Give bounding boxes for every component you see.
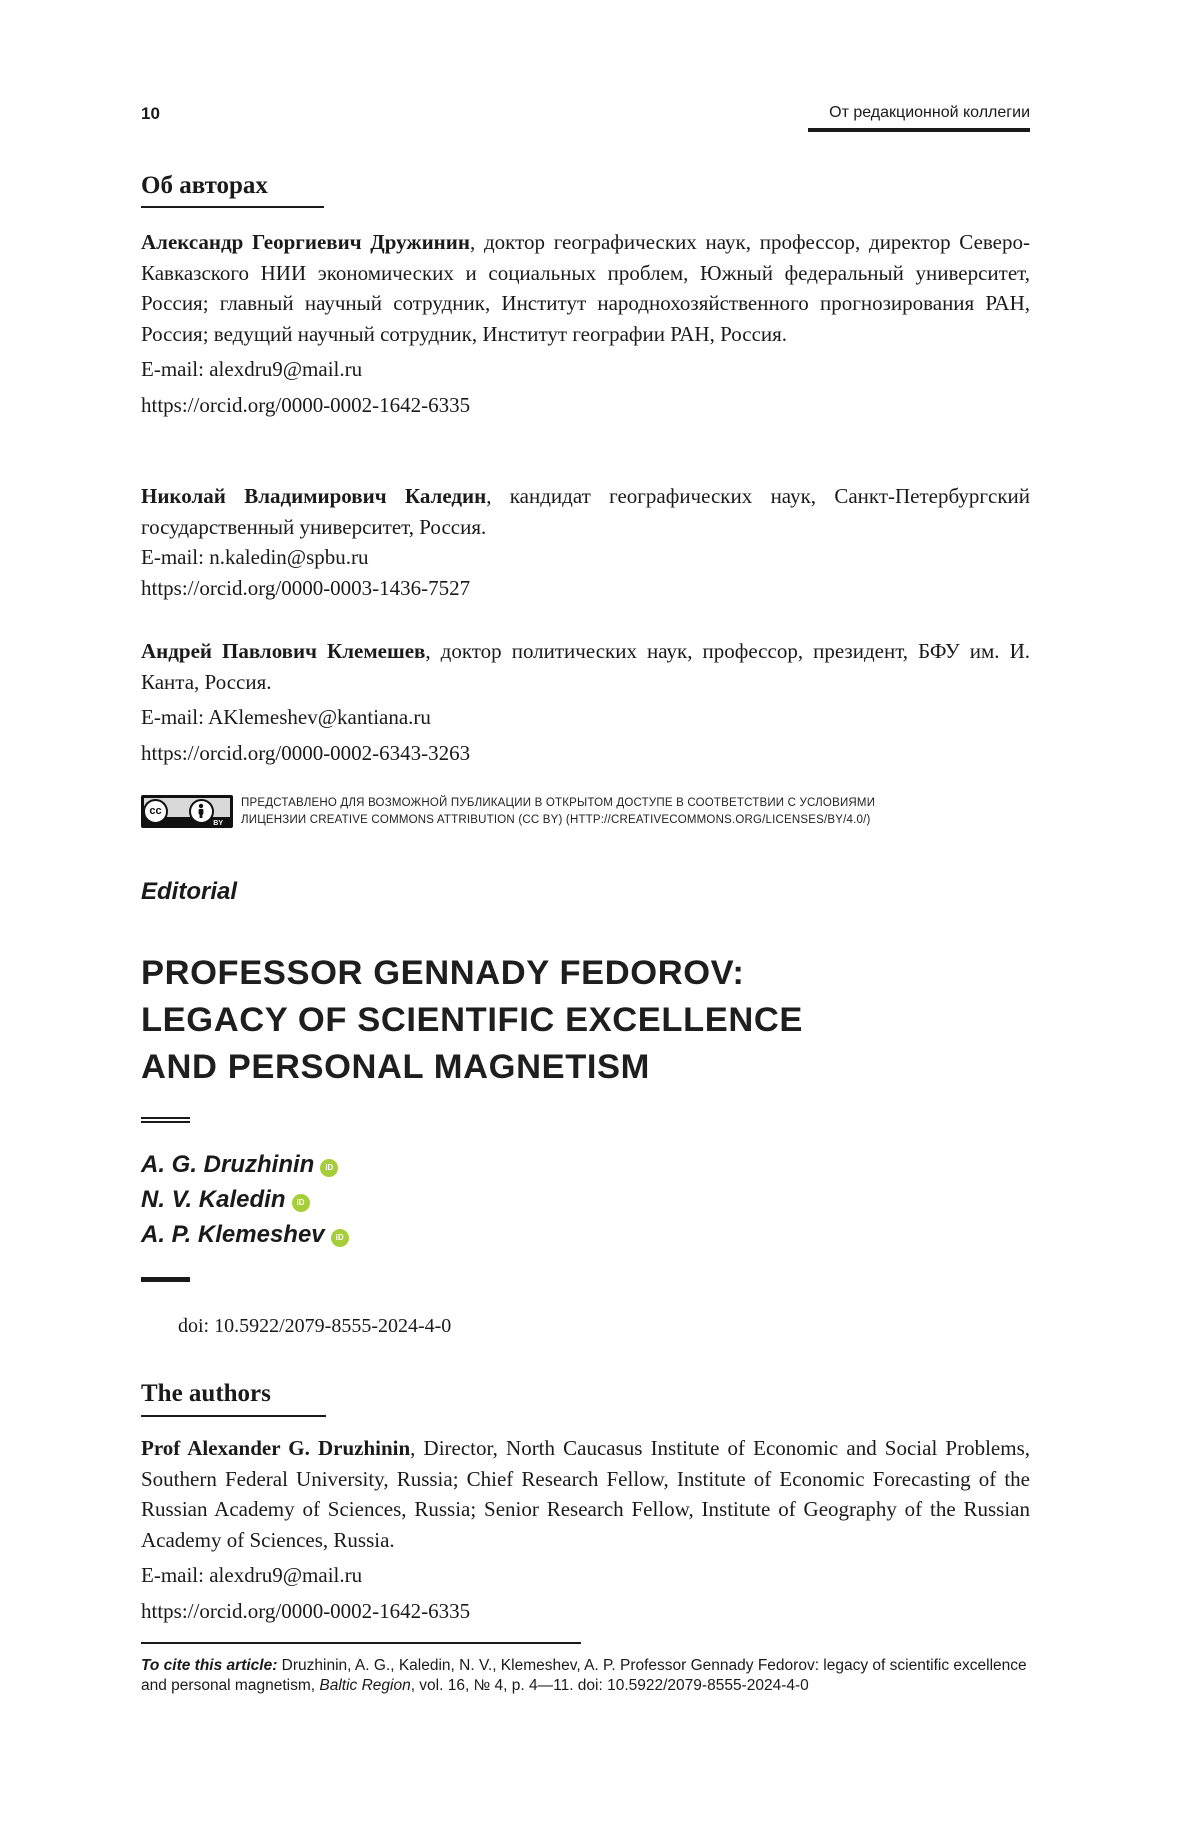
author-email: E-mail: AKlemeshev@kantiana.ru (141, 705, 431, 729)
author-email: E-mail: n.kaledin@spbu.ru (141, 545, 369, 569)
authors-divider (141, 1277, 190, 1282)
page-header (141, 104, 1030, 132)
author-affiliation: , Director, North Caucasus Institute of Economic and Social Problems, Southern Federal University, Russia; Chief Research Fellow, Institute of Economic Forecasting of the Russian Academy of Sciences, Russia; Senior Research Fellow, Institute of Geography of the Russian Academy of Sciences, Russia. (141, 1436, 1030, 1552)
orcid-icon[interactable]: iD (320, 1159, 338, 1177)
article-section-label: Editorial (141, 878, 238, 905)
citation-text: Druzhinin, A. G., Kaledin, N. V., Klemeshev, A. P. Professor Gennady Fedorov: legacy of scientific excellence and personal magnetism, (141, 1657, 1027, 1694)
citation-details: , vol. 16, № 4, p. 4—11. doi: 10.5922/2079-8555-2024-4-0 (410, 1677, 809, 1694)
author-affiliation: , кандидат географических наук, Санкт-Петербургский государственный университет, Россия. (141, 484, 1031, 539)
author-name: Prof Alexander G. Druzhinin (141, 1436, 411, 1460)
author-orcid: https://orcid.org/0000-0002-6343-3263 (141, 740, 471, 765)
orcid-icon[interactable]: iD (292, 1194, 310, 1212)
article-title-line: AND PERSONAL MAGNETISM (141, 1048, 651, 1086)
author-affiliation: , доктор географических наук, профессор, директор Северо-Кавказского НИИ экономических и социальных проблем, Южный федеральный университет, Россия; главный научный сотрудник, Институт народнохозяйственного прогнозирования РАН, Россия; ведущий научный сотрудник, Институт географии РАН, Россия. (141, 230, 1030, 346)
author-email: E-mail: alexdru9@mail.ru (141, 357, 363, 381)
header-rule (808, 128, 1030, 132)
attribution-person-icon (189, 799, 214, 824)
running-title: От редакционной коллегии (829, 104, 1030, 121)
by-label: BY (213, 820, 223, 827)
license-notice (141, 795, 1030, 829)
orcid-icon[interactable]: iD (331, 1229, 349, 1247)
license-text-line1: ПРЕДСТАВЛЕНО ДЛЯ ВОЗМОЖНОЙ ПУБЛИКАЦИИ В ОТКРЫТОМ ДОСТУПЕ В СООТВЕТСТВИИ С УСЛОВИЯМИ (241, 797, 876, 809)
citation-journal: Baltic Region (319, 1677, 411, 1694)
page-number: 10 (141, 104, 160, 123)
author-orcid: https://orcid.org/0000-0003-1436-7527 (141, 575, 471, 600)
article-authors (141, 1147, 349, 1252)
article-title-line: LEGACY OF SCIENTIFIC EXCELLENCE (141, 1001, 804, 1039)
ru-author-klemeshev (141, 636, 1030, 768)
article-author (141, 1182, 349, 1217)
en-heading-rule (141, 1415, 326, 1417)
citation-lead: To cite this article: (141, 1657, 278, 1674)
article-title-line: PROFESSOR GENNADY FEDOROV: (141, 954, 745, 992)
author-bio (141, 481, 1030, 542)
article-title (141, 950, 1030, 1091)
author-name: Александр Георгиевич Дружинин (141, 230, 470, 254)
license-text (241, 795, 1031, 829)
citation-footnote (141, 1656, 1030, 1696)
ru-author-druzhinin (141, 227, 1030, 420)
cc-icon: cc (143, 799, 168, 824)
title-divider (141, 1117, 190, 1123)
author-orcid: https://orcid.org/0000-0002-1642-6335 (141, 392, 471, 417)
ru-author-kaledin (141, 481, 1030, 603)
author-affiliation: , доктор политических наук, профессор, президент, БФУ им. И. Канта, Россия. (141, 639, 1030, 694)
license-text-line2: ЛИЦЕНЗИИ CREATIVE COMMONS ATTRIBUTION (CC BY) (HTTP://CREATIVECOMMONS.ORG/LICENSES/BY/4.0/) (241, 814, 871, 826)
en-authors-heading: The authors (141, 1380, 271, 1407)
en-author-druzhinin (141, 1433, 1030, 1626)
author-bio (141, 1433, 1030, 1555)
article-author-name: N. V. Kaledin (141, 1186, 286, 1213)
article-author-name: A. P. Klemeshev (141, 1221, 325, 1248)
author-orcid: https://orcid.org/0000-0002-1642-6335 (141, 1598, 471, 1623)
footnote-rule (141, 1642, 581, 1644)
cc-by-badge-icon (141, 795, 233, 828)
ru-authors-heading: Об авторах (141, 172, 268, 199)
author-name: Николай Владимирович Каледин (141, 484, 487, 508)
author-email: E-mail: alexdru9@mail.ru (141, 1563, 363, 1587)
author-name: Андрей Павлович Клемешев (141, 639, 426, 663)
article-author (141, 1217, 349, 1252)
ru-heading-rule (141, 206, 324, 208)
author-bio (141, 227, 1030, 349)
article-author-name: A. G. Druzhinin (141, 1151, 315, 1178)
author-bio (141, 636, 1030, 697)
article-author (141, 1147, 349, 1182)
article-doi: doi: 10.5922/2079-8555-2024-4-0 (178, 1315, 452, 1337)
